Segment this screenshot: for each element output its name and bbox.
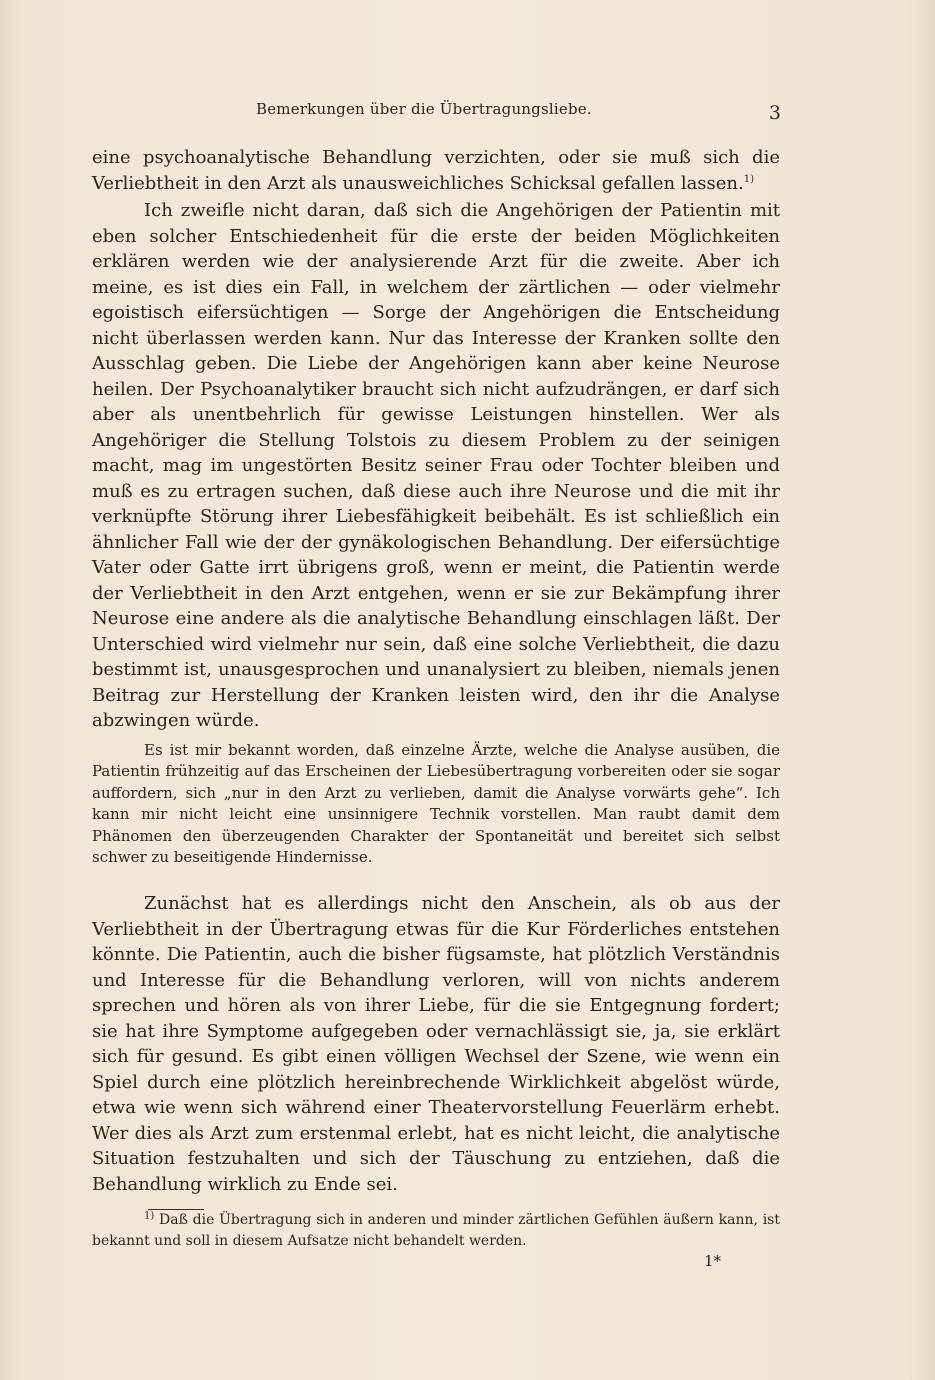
footnote-mark: 1)	[144, 1210, 155, 1222]
footnote-text: Daß die Übertragung sich in anderen und minder zärtlichen Gefühlen äußern kann, ist bekannt und soll in diesem Aufsatze nicht behandelt werden.	[92, 1212, 780, 1249]
running-title: Bemerkungen über die Übertragungsliebe.	[256, 100, 592, 118]
paragraph-1-text: eine psychoanalytische Behandlung verzichten, oder sie muß sich die Verliebtheit in den Arzt als unausweichliches Schicksal gefallen lassen.	[92, 147, 780, 194]
paragraph-3-text: Es ist mir bekannt worden, daß einzelne Ärzte, welche die Analyse ausüben, die Patientin frühzeitig auf das Erscheinen der Liebesübertragung vorbereiten oder sie sogar auffordern, sich „nur in den Arzt zu verlieben, damit die Analyse vorwärts gehe“. Ich kann mir nicht leicht eine unsinnigere Technik vorstellen. Man raubt damit dem Phänomen den überzeugenden Charakter der Spontaneität und bereitet sich selbst schwer zu beseitigende Hindernisse.	[92, 741, 780, 867]
signature-mark: 1*	[704, 1252, 722, 1270]
paragraph-2	[92, 198, 780, 734]
footnote-ref: 1)	[743, 173, 755, 185]
paragraph-4-text: Zunächst hat es allerdings nicht den Anschein, als ob aus der Verliebtheit in der Übertragung etwas für die Kur Förderliches entstehen könnte. Die Patientin, auch die bisher fügsamste, hat plötzlich Verständnis und Interesse für die Behandlung verloren, will von nichts anderem sprechen und hören als von ihrer Liebe, für die sie Entgegnung fordert; sie hat ihre Symptome aufgegeben oder vernachlässigt sie, ja, sie erklärt sich für gesund. Es gibt einen völligen Wechsel der Szene, wie wenn ein Spiel durch eine plötzlich hereinbrechende Wirklichkeit abgelöst würde, etwa wie wenn sich während einer Theatervorstellung Feuerlärm erhebt. Wer dies als Arzt zum erstenmal erlebt, hat es nicht leicht, die analytische Situation festzuhalten und sich der Täuschung zu entziehen, daß die Behandlung wirklich zu Ende sei.	[92, 893, 780, 1195]
page-number: 3	[768, 102, 781, 124]
page-header	[256, 100, 781, 126]
paragraph-continuation	[92, 145, 780, 196]
paragraph-3-small	[92, 740, 780, 868]
footnotes	[92, 1210, 780, 1252]
paragraph-2-text: Ich zweifle nicht daran, daß sich die Angehörigen der Patientin mit eben solcher Entschiedenheit für die erste der beiden Möglichkeiten erklären werden wie der analysierende Arzt für die zweite. Aber ich meine, es ist dies ein Fall, in welchem der zärtlichen — oder vielmehr egoistisch eifersüchtigen — Sorge der Angehörigen die Entscheidung nicht überlassen werden kann. Nur das Interesse der Kranken sollte den Ausschlag geben. Die Liebe der Angehörigen kann aber keine Neurose heilen. Der Psychoanalytiker braucht sich nicht aufzudrängen, er darf sich aber als unentbehrlich für gewisse Leistungen hinstellen. Wer als Angehöriger die Stellung Tolstois zu diesem Problem zu der seinigen macht, mag im ungestörten Besitz seiner Frau oder Tochter bleiben und muß es zu ertragen suchen, daß diese auch ihre Neurose und die mit ihr verknüpfte Störung ihrer Liebesfähigkeit beibehält. Es ist schließlich ein ähnlicher Fall wie der der gynäkologischen Behandlung. Der eifersüchtige Vater oder Gatte irrt übrigens groß, wenn er meint, die Patientin werde der Verliebtheit in den Arzt entgehen, wenn er sie zur Bekämpfung ihrer Neurose eine andere als die analytische Behandlung einschlagen läßt. Der Unterschied wird vielmehr nur sein, daß eine solche Verliebtheit, die dazu bestimmt ist, unausgesprochen und unanalysiert zu bleiben, niemals jenen Beitrag zur Herstellung der Kranken leisten wird, den ihr die Analyse abzwingen würde.	[92, 200, 780, 731]
paragraph-4	[92, 891, 780, 1197]
